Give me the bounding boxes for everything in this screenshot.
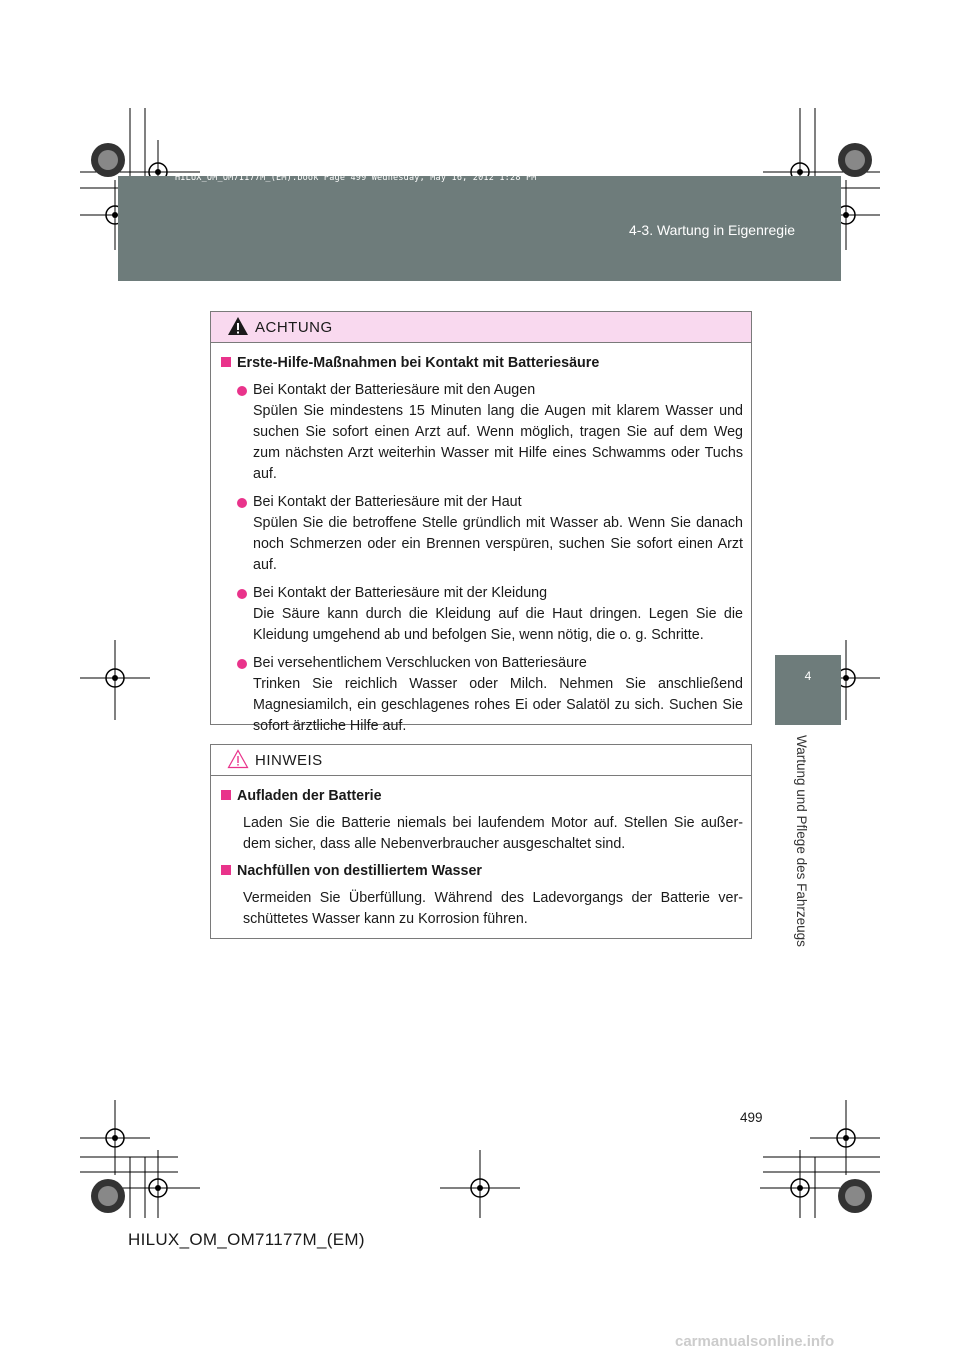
item-heading: Bei Kontakt der Batteriesäure mit der Kleidung xyxy=(253,585,548,601)
note-heading: HINWEIS xyxy=(255,752,323,769)
round-bullet-icon xyxy=(237,659,247,669)
item-heading: Bei Kontakt der Batteriesäure mit den Augen xyxy=(253,382,536,398)
warning-box xyxy=(210,311,752,734)
item-heading: Bei Kontakt der Batteriesäure mit der Haut xyxy=(253,494,522,510)
chapter-side-label: Wartung und Pflege des Fahrzeugs xyxy=(794,735,809,947)
list-item xyxy=(221,492,743,576)
caution-triangle-icon xyxy=(227,749,249,769)
round-bullet-icon xyxy=(237,386,247,396)
item-text: Spülen Sie die betroffene Stelle gründlich mit Wasser ab. Wenn Sie danach noch Schmerzen oder ein Brennen verspüren, suchen Sie sofort einen Arzt auf. xyxy=(253,515,743,573)
item-text: Die Säure kann durch die Kleidung auf die Haut dringen. Legen Sie die Kleidung umgehend ab und befolgen Sie, wenn nötig, die o. g. Schritte. xyxy=(253,606,743,643)
page-number: 499 xyxy=(740,1110,763,1125)
note-text: Laden Sie die Batterie niemals bei laufendem Motor auf. Stellen Sie außer-dem sicher, dass alle Nebenverbraucher ausgeschaltet sind. xyxy=(243,815,743,852)
item-heading: Bei versehentlichem Verschlucken von Batteriesäure xyxy=(253,655,587,671)
round-bullet-icon xyxy=(237,498,247,508)
section-header: 4-3. Wartung in Eigenregie xyxy=(628,222,795,238)
note-section-title: Nachfüllen von destilliertem Wasser xyxy=(221,861,743,882)
square-bullet-icon xyxy=(221,865,231,875)
chapter-number: 4 xyxy=(804,669,812,683)
note-text: Vermeiden Sie Überfüllung. Während des Ladevorgangs der Batterie ver-schüttetes Wasser kann zu Korrosion führen. xyxy=(243,890,743,927)
square-bullet-icon xyxy=(221,790,231,800)
list-item xyxy=(221,653,743,737)
item-text: Spülen Sie mindestens 15 Minuten lang die Augen mit klarem Wasser und suchen Sie sofort einen Arzt auf. Wenn möglich, tragen Sie auf dem Weg zum nächsten Arzt weiterhin Wasser mit Hilfe eines Schwamms oder Tuchs auf. xyxy=(253,403,743,482)
note-box xyxy=(210,744,752,939)
warning-section-title: Erste-Hilfe-Maßnahmen bei Kontakt mit Batteriesäure xyxy=(221,353,743,374)
chapter-tab xyxy=(775,655,841,725)
round-bullet-icon xyxy=(237,589,247,599)
item-text: Trinken Sie reichlich Wasser oder Milch. Nehmen Sie anschließend Magnesiamilch, ein geschlagenes rohes Ei oder Salatöl zu sich. Suchen Sie sofort ärztliche Hilfe auf. xyxy=(253,676,743,734)
note-section-title: Aufladen der Batterie xyxy=(221,786,743,807)
warning-heading: ACHTUNG xyxy=(255,319,333,336)
warning-header xyxy=(211,312,751,343)
note-header xyxy=(211,745,751,776)
document-code: HILUX_OM_OM71177M_(EM) xyxy=(128,1230,365,1249)
square-bullet-icon xyxy=(221,357,231,367)
list-item xyxy=(221,380,743,485)
list-item xyxy=(221,583,743,646)
footer-watermark: carmanualsonline.info xyxy=(675,1333,835,1350)
file-stamp: HILUX_OM_OM71177M_(EM).book Page 499 Wednesday, May 16, 2012 1:28 PM xyxy=(175,173,537,183)
warning-triangle-icon xyxy=(227,316,249,336)
